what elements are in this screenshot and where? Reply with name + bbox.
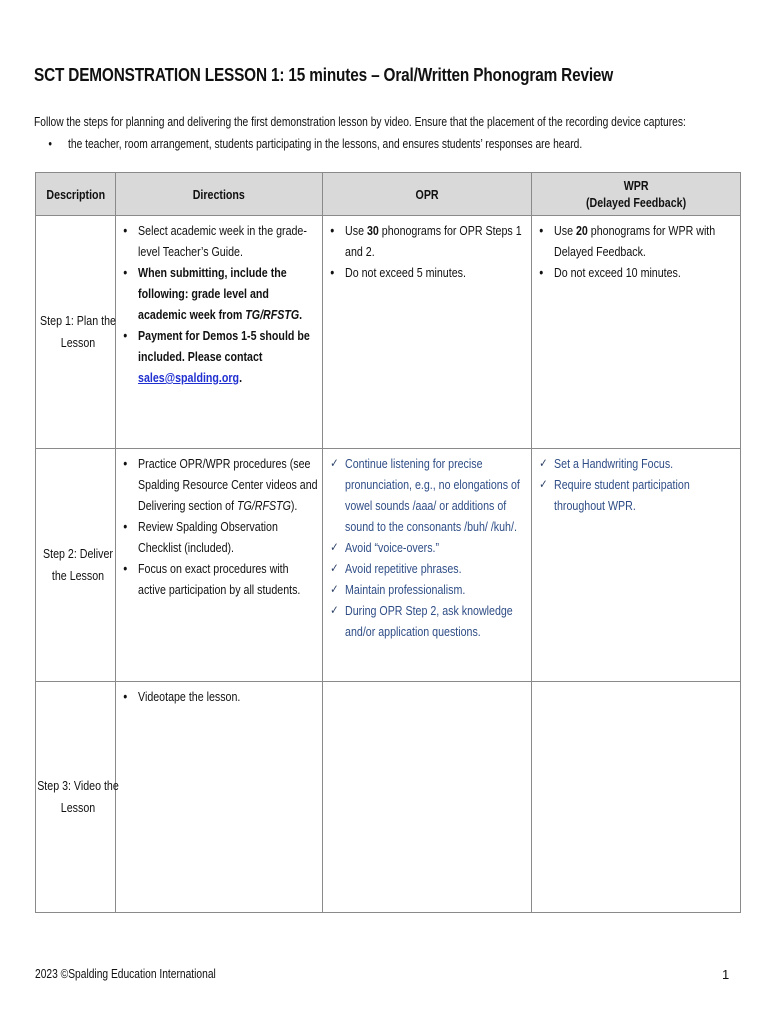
list-item: • Use 30 phonograms for OPR Steps 1 and 2. — [327, 220, 527, 262]
checklist-item: ✓ Avoid “voice-overs.” — [327, 537, 527, 558]
header-directions: Directions — [116, 173, 323, 216]
list-item: • Do not exceed 10 minutes. — [536, 262, 736, 283]
list-item: • Select academic week in the grade-level Teacher’s Guide. — [120, 220, 318, 262]
step2-wpr — [532, 449, 741, 682]
checklist-item: ✓ During OPR Step 2, ask knowledge and/or application questions. — [327, 600, 527, 642]
footer-copyright: 2023 ©Spalding Education International — [35, 967, 216, 981]
step3-description: Step 3: Video the Lesson — [36, 682, 116, 913]
step1-directions — [116, 216, 323, 449]
step3-directions — [116, 682, 323, 913]
table-row — [36, 216, 741, 449]
table-row — [36, 449, 741, 682]
intro-bullet: • the teacher, room arrangement, students participating in the lessons, and ensures students’ responses are heard. — [50, 137, 582, 151]
list-item: • Use 20 phonograms for WPR with Delayed Feedback. — [536, 220, 736, 262]
lesson-table — [35, 172, 741, 913]
step1-wpr — [532, 216, 741, 449]
list-item: • Focus on exact procedures with active participation by all students. — [120, 558, 318, 600]
page-title: SCT DEMONSTRATION LESSON 1: 15 minutes – Oral/Written Phonogram Review — [34, 64, 614, 85]
list-item: • Do not exceed 5 minutes. — [327, 262, 527, 283]
intro-bullet-list — [50, 137, 582, 151]
step3-wpr — [532, 682, 741, 913]
checklist-item: ✓ Maintain professionalism. — [327, 579, 527, 600]
step3-opr — [323, 682, 532, 913]
list-item: • Review Spalding Observation Checklist (included). — [120, 516, 318, 558]
header-opr: OPR — [323, 173, 532, 216]
sales-email-link[interactable]: sales@spalding.org — [138, 370, 240, 385]
table-header-row — [36, 173, 741, 216]
intro-text: Follow the steps for planning and delivering the first demonstration lesson by video. Ensure that the placement of the recording device captures: — [34, 115, 686, 129]
step2-directions — [116, 449, 323, 682]
list-item: • Videotape the lesson. — [120, 686, 318, 707]
table-row — [36, 682, 741, 913]
page-number: 1 — [722, 967, 730, 982]
list-item: • Payment for Demos 1-5 should be included. Please contact sales@spalding.org. — [120, 325, 318, 388]
header-wpr: WPR (Delayed Feedback) — [532, 173, 741, 216]
step2-opr — [323, 449, 532, 682]
step2-description: Step 2: Deliver the Lesson — [36, 449, 116, 682]
checklist-item: ✓ Continue listening for precise pronunciation, e.g., no elongations of vowel sounds /aaa/ or additions of sound to the consonants /buh/ /kuh/. — [327, 453, 527, 537]
checklist-item: ✓ Set a Handwriting Focus. — [536, 453, 736, 474]
checklist-item: ✓ Require student participation throughout WPR. — [536, 474, 736, 516]
list-item: • When submitting, include the following: grade level and academic week from TG/RFSTG. — [120, 262, 318, 325]
header-description: Description — [36, 173, 116, 216]
step1-description: Step 1: Plan the Lesson — [36, 216, 116, 449]
step1-opr — [323, 216, 532, 449]
checklist-item: ✓ Avoid repetitive phrases. — [327, 558, 527, 579]
list-item: • Practice OPR/WPR procedures (see Spalding Resource Center videos and Delivering section of TG/RFSTG). — [120, 453, 318, 516]
